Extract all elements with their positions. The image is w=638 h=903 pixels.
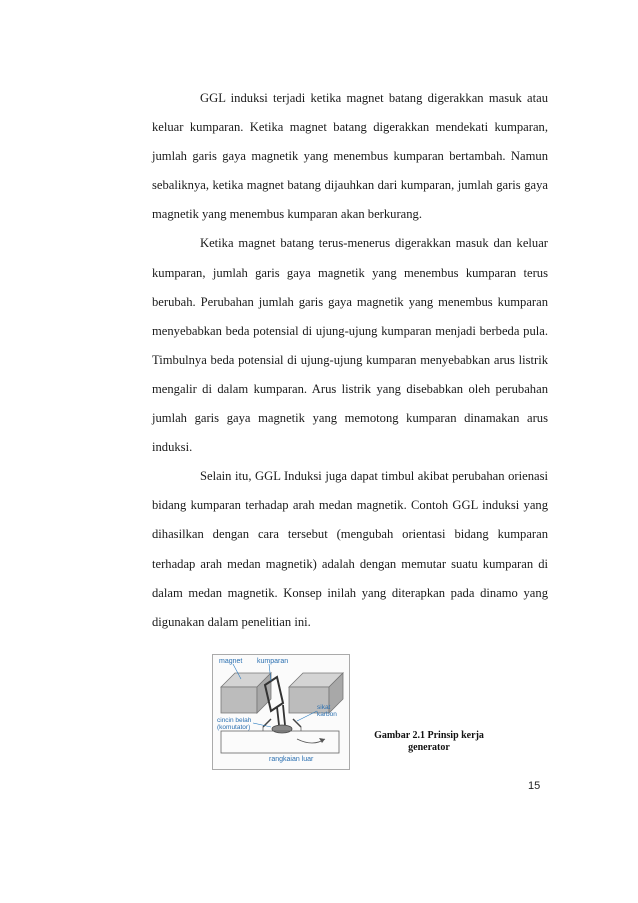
paragraph-1: GGL induksi terjadi ketika magnet batang digerakkan masuk atau keluar kumparan. Ketika magnet batang digerakkan mendekati kumparan, jumlah garis gaya magnetik yang menembus kumparan bertambah. Namun sebaliknya, ketika magnet batang dijauhkan dari kumparan, jumlah garis gaya magnetik yang menembus kumparan akan berkurang. <box>152 91 548 222</box>
generator-diagram <box>213 655 349 769</box>
caption-line-2: generator <box>408 742 450 753</box>
label-komutator: (komutator) <box>217 724 251 731</box>
figure-caption <box>354 730 504 754</box>
label-rangkaian-luar: rangkaian luar <box>269 756 314 763</box>
label-kumparan: kumparan <box>257 658 289 665</box>
label-cincin-belah: cincin belah <box>217 717 252 724</box>
caption-line-1: Gambar 2.1 Prinsip kerja <box>374 730 484 741</box>
label-sikat: sikat <box>317 704 331 711</box>
paragraph-3: Selain itu, GGL Induksi juga dapat timbul akibat perubahan orienasi bidang kumparan terhadap arah medan magnetik. Contoh GGL induksi yang dihasilkan dengan cara tersebut (mengubah orientasi bidang kumparan terhadap arah medan magnetik) adalah dengan memutar suatu kumparan di dalam medan magnetik. Konsep inilah yang diterapkan pada dinamo yang digunakan dalam penelitian ini. <box>152 469 548 629</box>
paragraph-2: Ketika magnet batang terus-menerus digerakkan masuk dan keluar kumparan, jumlah garis gaya magnetik yang menembus kumparan terus berubah. Perubahan jumlah garis gaya magnetik yang menembus kumparan menyebabkan beda potensial di ujung-ujung kumparan menjadi berbeda pula. Timbulnya beda potensial di ujung-ujung kumparan menyebabkan arus listrik mengalir di dalam kumparan. Arus listrik yang disebabkan oleh perubahan jumlah garis gaya magnetik yang memotong kumparan dinamakan arus induksi. <box>152 236 548 455</box>
label-karbon: karbon <box>317 711 337 718</box>
body-text <box>152 84 548 637</box>
label-magnet: magnet <box>219 658 243 665</box>
page-number: 15 <box>528 780 541 792</box>
generator-figure <box>212 654 350 770</box>
